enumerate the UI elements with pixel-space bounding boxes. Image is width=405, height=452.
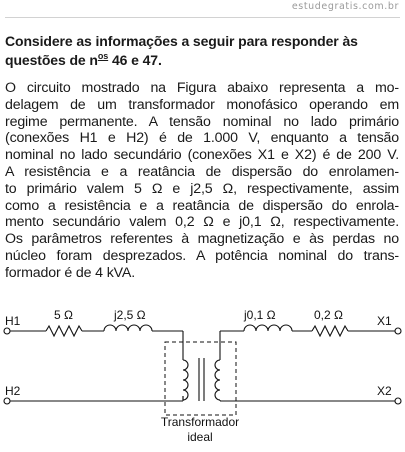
terminal-x2-label: X2 xyxy=(377,384,392,398)
terminal-h1-node xyxy=(4,328,10,334)
r-primary-label: 5 Ω xyxy=(54,308,73,322)
heading-text-end: 46 e 47. xyxy=(108,52,162,68)
inductor-primary xyxy=(104,325,152,331)
statement-line: como a resistência e a reatância de dispersão do enrola- xyxy=(5,197,399,214)
statement-line: regime permanente. A tensão nominal no lado primário xyxy=(5,113,399,130)
site-watermark: estudegratis.com.br xyxy=(291,1,399,12)
header-divider xyxy=(5,17,400,18)
terminal-h1-label: H1 xyxy=(5,314,21,328)
statement-line: nominal no lado secundário (conexões X1 e X2) é de 200 V. xyxy=(5,147,399,164)
statement-line: to primário valem 5 Ω e j2,5 Ω, respectivamente, assim xyxy=(5,180,399,197)
heading-text: Considere as informações a seguir para responder às questões de n xyxy=(5,33,358,68)
statement-line: O circuito mostrado na Figura abaixo representa a mo- xyxy=(5,80,399,96)
question-heading xyxy=(5,32,399,70)
x-secondary-label: j0,1 Ω xyxy=(244,308,276,322)
heading-superscript: os xyxy=(97,51,109,61)
statement-line: núcleo foram desprezados. A potência nominal do trans- xyxy=(5,247,399,264)
statement-line: Os parâmetros referentes à magnetização e às perdas no xyxy=(5,231,399,248)
resistor-secondary xyxy=(312,326,348,336)
statement-line: formador é de 4 kVA. xyxy=(5,264,136,281)
transformer-label-line1: Transformador xyxy=(160,415,240,429)
inductor-secondary xyxy=(244,325,292,331)
resistor-primary xyxy=(46,326,82,336)
statement-line: A resistência e a reatância de dispersão do enrolamen- xyxy=(5,163,399,180)
terminal-x1-label: X1 xyxy=(377,314,392,328)
r-secondary-label: 0,2 Ω xyxy=(314,308,343,322)
x-primary-label: j2,5 Ω xyxy=(114,308,146,322)
terminal-x1-node xyxy=(395,328,401,334)
statement-line: mento secundário valem 0,2 Ω e j0,1 Ω, respectivamente. xyxy=(5,214,399,231)
terminal-h2-node xyxy=(4,398,10,404)
transformer-label-line2: ideal xyxy=(187,430,213,444)
problem-statement xyxy=(5,80,399,282)
transformer-primary-coil xyxy=(183,360,188,400)
statement-line: delagem de um transformador monofásico operando em xyxy=(5,96,399,113)
terminal-h2-label: H2 xyxy=(5,384,21,398)
ideal-transformer-box xyxy=(165,342,236,415)
transformer-secondary-coil xyxy=(215,360,220,400)
transformer-circuit-diagram xyxy=(0,300,405,452)
terminal-x2-node xyxy=(395,398,401,404)
statement-line: (conexões H1 e H2) é de 1.000 V, enquanto a tensão xyxy=(5,130,399,147)
